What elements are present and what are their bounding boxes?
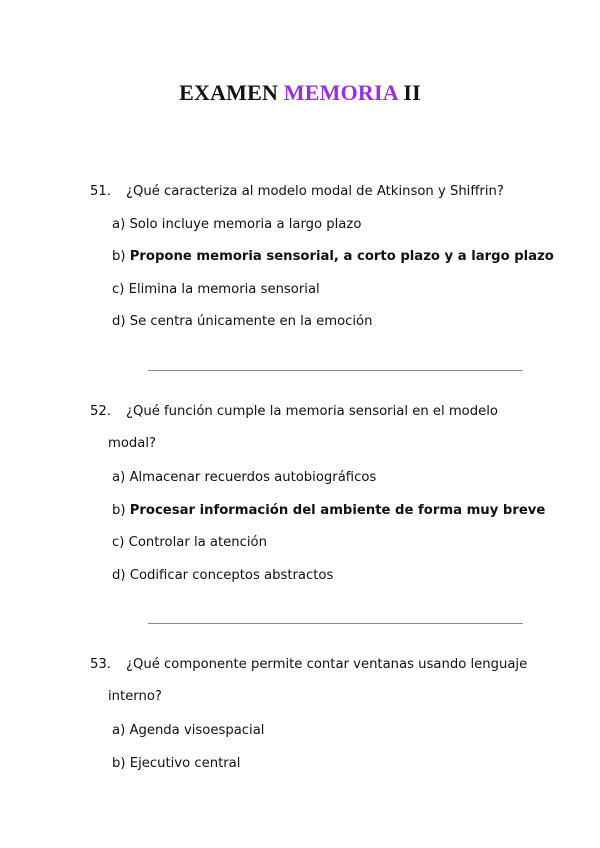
title-suffix: II: [403, 80, 421, 105]
option-51-a: a) Solo incluye memoria a largo plazo: [112, 217, 362, 232]
question-text: ¿Qué caracteriza al modelo modal de Atkinson y Shiffrin?: [126, 184, 504, 199]
title-prefix: EXAMEN: [179, 80, 279, 105]
option-52-a: a) Almacenar recuerdos autobiográficos: [112, 470, 377, 485]
title-accent: MEMORIA: [283, 80, 398, 105]
option-51-c: c) Elimina la memoria sensorial: [112, 282, 320, 297]
question-text-continued: modal?: [108, 436, 157, 451]
option-52-b: b) Procesar información del ambiente de forma muy breve: [112, 503, 546, 518]
question-51: [90, 176, 530, 208]
option-51-d: d) Se centra únicamente en la emoción: [112, 314, 373, 329]
separator-line: [148, 623, 523, 624]
question-52: [90, 396, 530, 460]
question-text-continued: interno?: [108, 689, 162, 704]
question-text: ¿Qué componente permite contar ventanas usando lenguaje: [126, 657, 528, 672]
separator-line: [148, 370, 523, 371]
option-52-c: c) Controlar la atención: [112, 535, 267, 550]
option-53-a: a) Agenda visoespacial: [112, 723, 265, 738]
question-number: 53.: [90, 657, 111, 672]
question-number: 52.: [90, 404, 111, 419]
option-53-b: b) Ejecutivo central: [112, 756, 241, 771]
option-51-b: b) Propone memoria sensorial, a corto plazo y a largo plazo: [112, 249, 554, 264]
question-text: ¿Qué función cumple la memoria sensorial en el modelo: [126, 404, 498, 419]
page-title: [0, 80, 600, 106]
question-53: [90, 649, 530, 713]
option-52-d: d) Codificar conceptos abstractos: [112, 568, 334, 583]
question-number: 51.: [90, 184, 111, 199]
